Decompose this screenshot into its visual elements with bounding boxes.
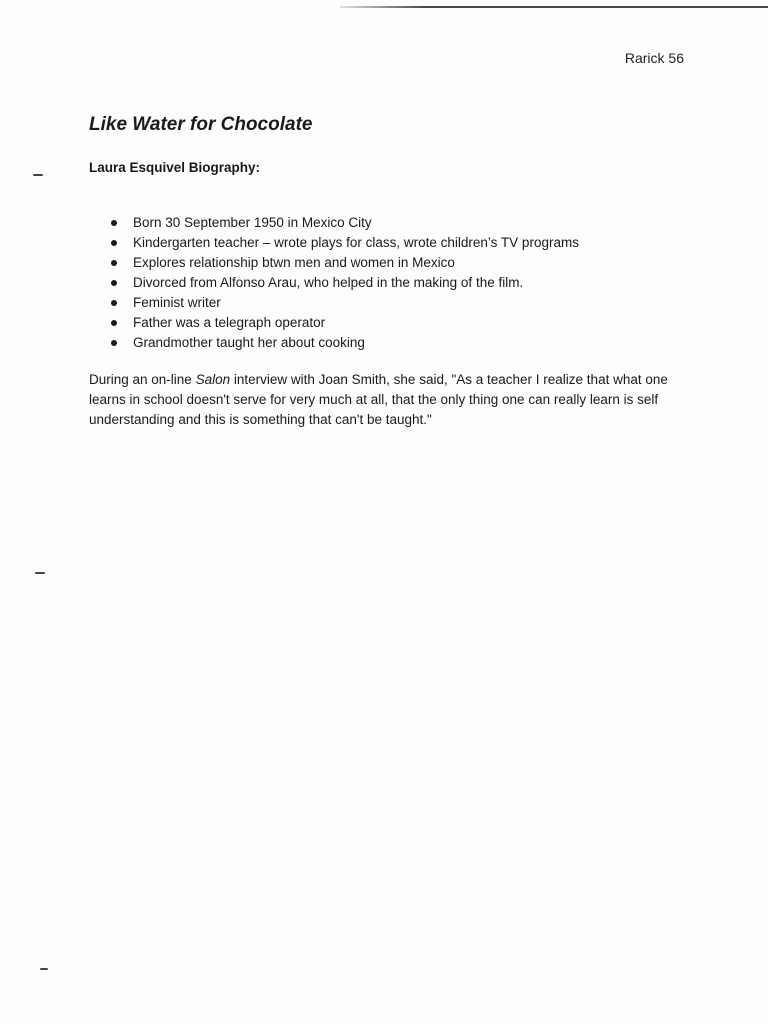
list-item [89,313,579,333]
biography-list [89,213,579,353]
scan-edge-line [340,6,768,8]
list-item-text: Divorced from Alfonso Arau, who helped in the making of the film. [133,275,524,290]
publication-name: Salon [195,372,231,387]
bullet-icon [111,260,117,266]
list-item [89,333,579,353]
quote-paragraph [89,370,699,430]
bullet-icon [111,340,117,346]
list-item [89,253,579,273]
list-item-text: Feminist writer [133,295,221,310]
section-heading: Laura Esquivel Biography: [89,160,261,175]
list-item [89,273,579,293]
bullet-icon [111,280,117,286]
bullet-icon [111,320,117,326]
list-item [89,213,579,233]
list-item [89,293,579,313]
list-item-text: Kindergarten teacher – wrote plays for class, wrote children’s TV programs [133,235,579,250]
scan-mark [40,968,48,970]
scan-mark [35,572,45,574]
list-item-text: Father was a telegraph operator [133,315,326,330]
list-item [89,233,579,253]
document-title: Like Water for Chocolate [89,114,313,135]
scan-mark [33,174,43,176]
list-item-text: Explores relationship btwn men and women in Mexico [133,255,455,270]
list-item-text: Grandmother taught her about cooking [133,335,365,350]
quote-body-text: interview with Joan Smith, she said, "As a teacher I realize that what one learns in school doesn't serve for very much at all, that the only thing one can really learn is self understanding and this is something that can't be taught." [89,372,668,427]
quote-intro-text: During an on-line [89,372,196,387]
bullet-icon [111,220,117,226]
list-item-text: Born 30 September 1950 in Mexico City [133,215,372,230]
page-number-header: Rarick 56 [624,50,684,66]
bullet-icon [111,240,117,246]
bullet-icon [111,300,117,306]
